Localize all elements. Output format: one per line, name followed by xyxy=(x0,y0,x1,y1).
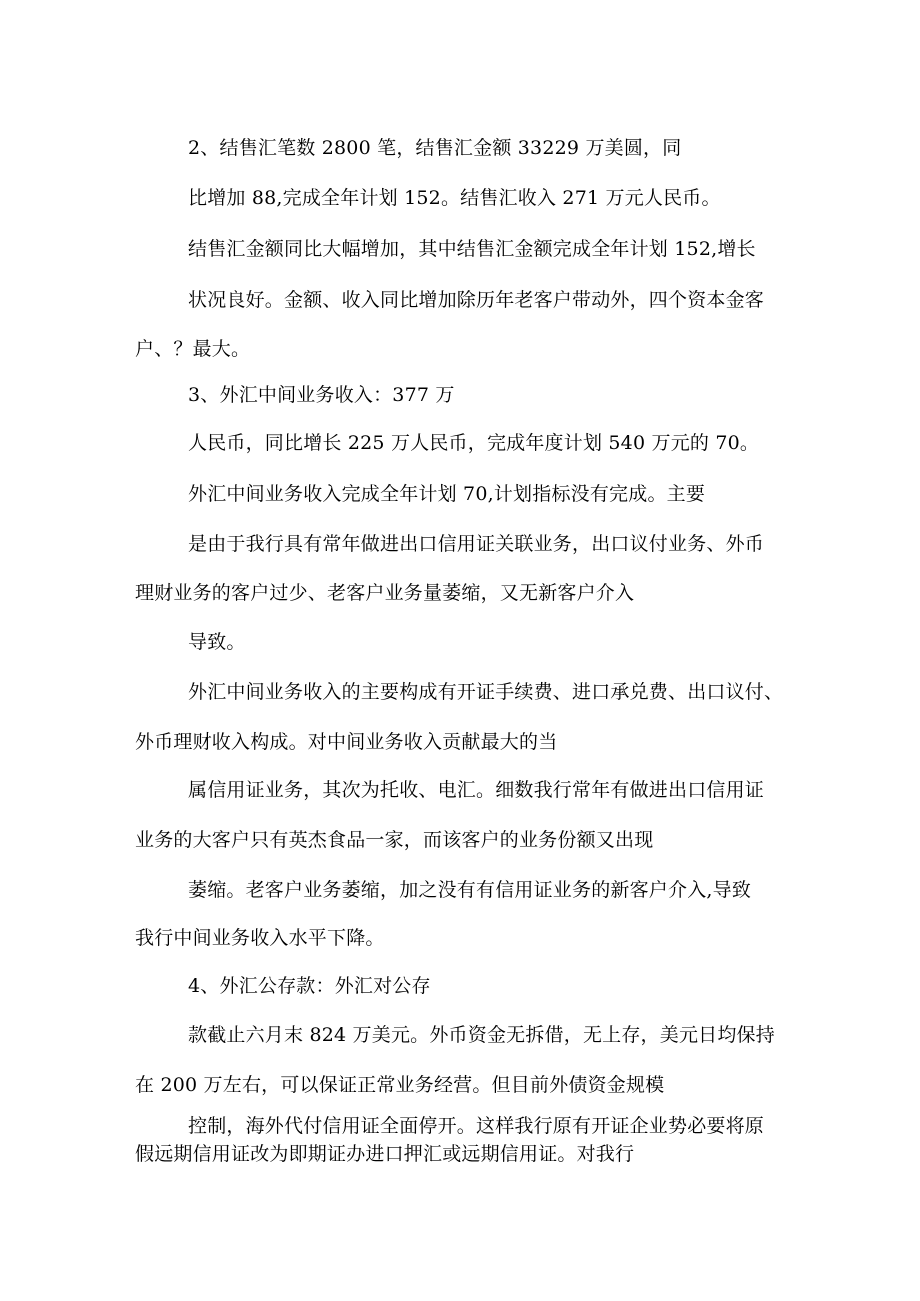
text-line: 导致。 xyxy=(188,631,246,653)
text-line: 人民币，同比增长 225 万人民币，完成年度计划 540 万元的 70。 xyxy=(188,432,760,454)
text-line: 在 200 万左右，可以保证正常业务经营。但目前外债资金规模 xyxy=(135,1074,665,1096)
text-line: 比增加 88,完成全年计划 152。结售汇收入 271 万元人民币。 xyxy=(188,187,721,209)
text-line: 理财业务的客户过少、老客户业务量萎缩，又无新客户介入 xyxy=(135,582,635,604)
text-line: 外汇中间业务收入完成全年计划 70,计划指标没有完成。主要 xyxy=(188,483,706,505)
text-line: 我行中间业务收入水平下降。 xyxy=(135,927,385,949)
text-line: 业务的大客户只有英杰食品一家，而该客户的业务份额又出现 xyxy=(135,829,654,851)
text-line: 是由于我行具有常年做进出口信用证关联业务，出口议付业务、外币 xyxy=(188,533,765,555)
text-line: 外币理财收入构成。对中间业务收入贡献最大的当 xyxy=(135,731,558,753)
text-line: 属信用证业务，其次为托收、电汇。细数我行常年有做进出口信用证 xyxy=(188,779,765,801)
text-line: 假远期信用证改为即期证办进口押汇或远期信用证。对我行 xyxy=(135,1143,635,1165)
text-line: 款截止六月末 824 万美元。外币资金无拆借，无上存，美元日均保持 xyxy=(188,1024,775,1046)
text-line: 3、外汇中间业务收入：377 万 xyxy=(188,384,455,406)
text-line: 萎缩。老客户业务萎缩，加之没有有信用证业务的新客户介入,导致 xyxy=(188,879,752,901)
text-line: 结售汇金额同比大幅增加，其中结售汇金额完成全年计划 152,增长 xyxy=(188,238,756,260)
text-line: 2、结售汇笔数 2800 笔，结售汇金额 33229 万美圆，同 xyxy=(188,137,682,159)
text-line: 状况良好。金额、收入同比增加除历年老客户带动外，四个资本金客 xyxy=(188,289,765,311)
text-line: 户、？最大。 xyxy=(135,338,251,360)
text-line: 控制，海外代付信用证全面停开。这样我行原有开证企业势必要将原 xyxy=(188,1115,765,1137)
text-line: 4、外汇公存款：外汇对公存 xyxy=(188,975,431,997)
text-line: 外汇中间业务收入的主要构成有开证手续费、进口承兑费、出口议付、 xyxy=(188,681,784,703)
